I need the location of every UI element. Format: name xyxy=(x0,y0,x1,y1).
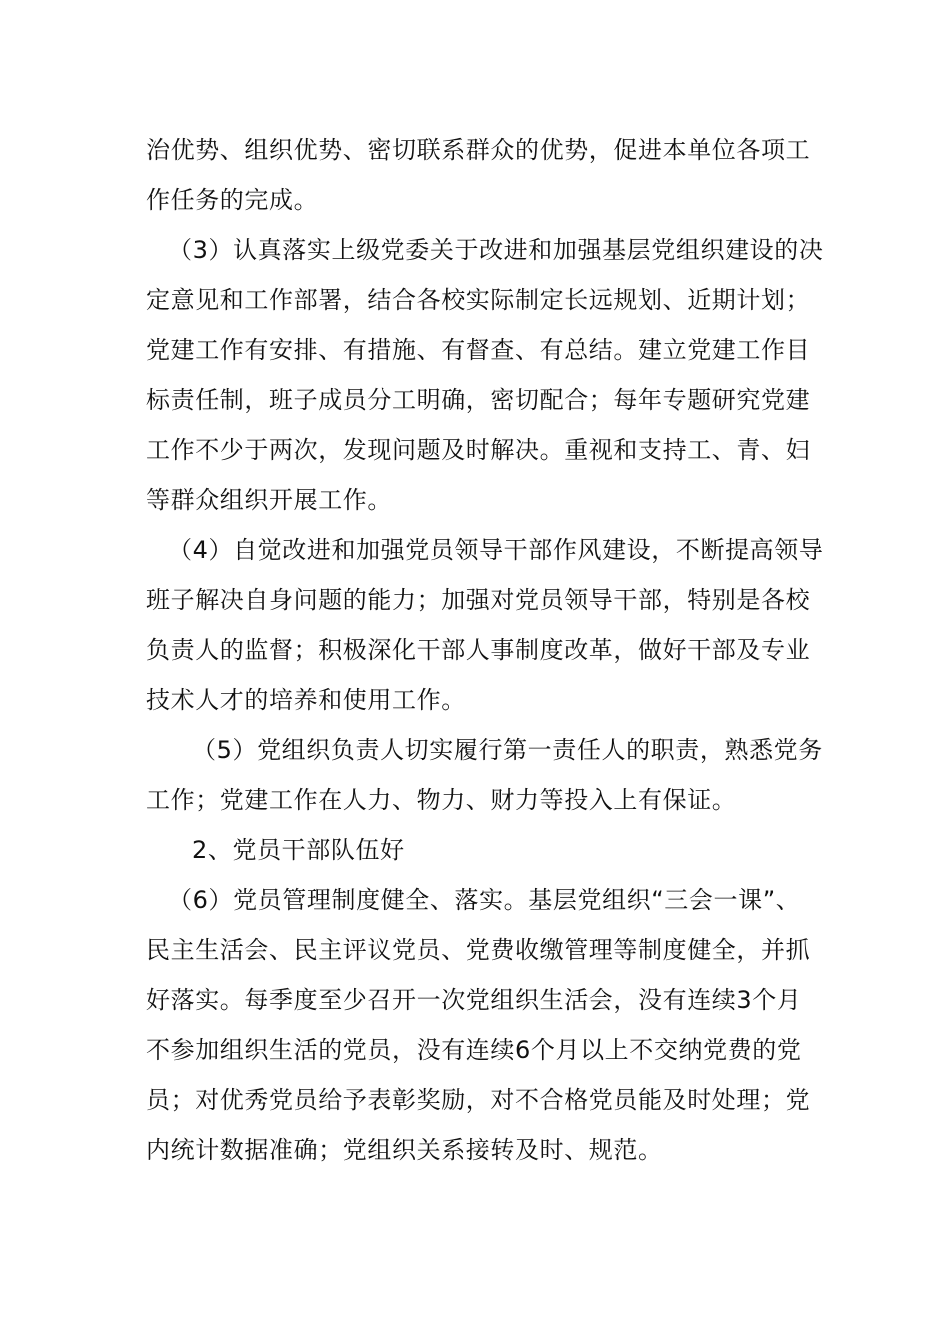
text-line: 党建工作有安排、有措施、有督查、有总结。建立党建工作目 xyxy=(146,336,811,364)
text-line: 内统计数据准确；党组织关系接转及时、规范。 xyxy=(146,1136,663,1164)
text-line: 工作；党建工作在人力、物力、财力等投入上有保证。 xyxy=(146,786,737,814)
text-line: 不参加组织生活的党员，没有连续6个月以上不交纳党费的党 xyxy=(146,1036,802,1064)
text-line: 治优势、组织优势、密切联系群众的优势，促进本单位各项工 xyxy=(146,136,811,164)
text-line: 定意见和工作部署，结合各校实际制定长远规划、近期计划； xyxy=(146,286,811,314)
paragraph-start-line: （5）党组织负责人切实履行第一责任人的职责，熟悉党务 xyxy=(192,736,823,764)
text-line: 好落实。每季度至少召开一次党组织生活会，没有连续3个月 xyxy=(146,986,802,1014)
text-line: 民主生活会、民主评议党员、党费收缴管理等制度健全，并抓 xyxy=(146,936,811,964)
text-line: 等群众组织开展工作。 xyxy=(146,486,392,514)
text-line: 作任务的完成。 xyxy=(146,186,319,214)
paragraph-start-line: （4）自觉改进和加强党员领导干部作风建设，不断提高领导 xyxy=(168,536,824,564)
text-line: 班子解决自身问题的能力；加强对党员领导干部，特别是各校 xyxy=(146,586,811,614)
text-line: 工作不少于两次，发现问题及时解决。重视和支持工、青、妇 xyxy=(146,436,811,464)
text-line: 标责任制，班子成员分工明确，密切配合；每年专题研究党建 xyxy=(146,386,811,414)
text-line: 负责人的监督；积极深化干部人事制度改革，做好干部及专业 xyxy=(146,636,811,664)
paragraph-start-line: （3）认真落实上级党委关于改进和加强基层党组织建设的决 xyxy=(168,236,824,264)
text-line: 技术人才的培养和使用工作。 xyxy=(146,686,466,714)
text-line: 员；对优秀党员给予表彰奖励，对不合格党员能及时处理；党 xyxy=(146,1086,811,1114)
section-heading: 2、党员干部队伍好 xyxy=(192,836,405,864)
paragraph-start-line: （6）党员管理制度健全、落实。基层党组织“三会一课”、 xyxy=(168,886,801,914)
